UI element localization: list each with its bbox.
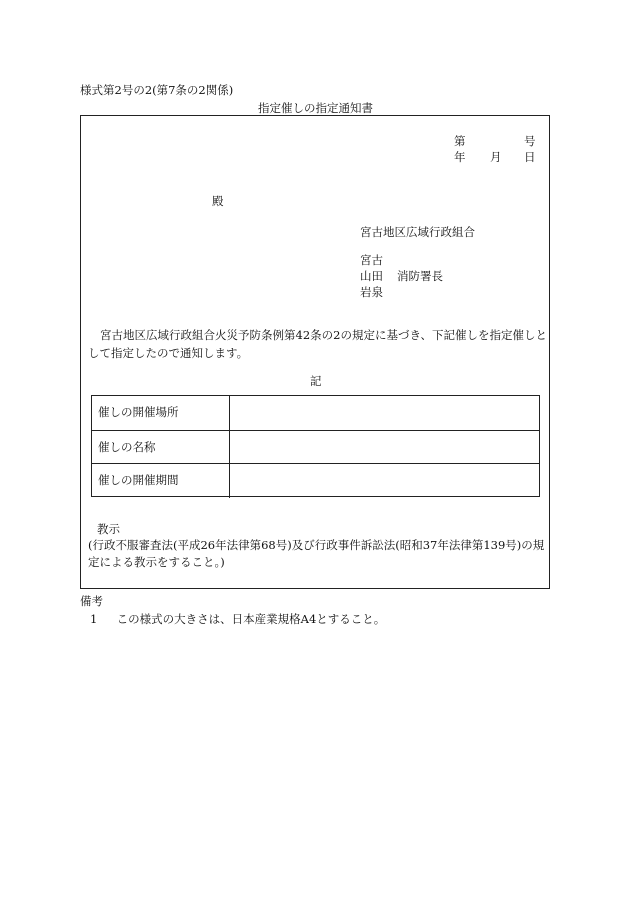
body-text-content: 宮古地区広域行政組合火災予防条例第42条の2の規定に基づき、下記催しを指定催しとして指定したので通知します。 [88,328,547,360]
notice-heading: 教示 [97,522,120,536]
table-row-label: 催しの名称 [98,440,156,454]
date-nen: 年 [454,150,466,164]
date-tsuki: 月 [490,150,502,164]
doc-number-dai: 第 [454,134,466,148]
sender-line3: 岩泉 [360,285,383,299]
doc-number-go: 号 [524,134,536,148]
event-table [91,395,540,497]
remarks-heading: 備考 [80,594,103,608]
table-row-label: 催しの開催期間 [98,473,179,487]
table-row-value [229,464,539,498]
table-row [92,430,539,465]
table-row-value [229,396,539,430]
remarks-item-text: この様式の大きさは、日本産業規格A4とすること。 [116,612,386,626]
table-row-value [229,431,539,465]
date-hi: 日 [524,150,536,164]
remarks-item-number: 1 [90,612,98,626]
table-row [92,463,539,498]
table-row [92,396,539,430]
form-number: 様式第2号の2(第7条の2関係) [80,83,234,97]
sender-title: 消防署長 [397,269,443,283]
remarks-item [90,611,385,627]
sender-organization: 宮古地区広域行政組合 [360,225,475,239]
sender-line1: 宮古 [360,253,383,267]
body-text [88,326,548,362]
notice-text: (行政不服審査法(平成26年法律第68号)及び行政事件訴訟法(昭和37年法律第139号)の規定による教示をすること。) [88,538,545,569]
table-row-label: 催しの開催場所 [98,405,179,419]
addressee-suffix: 殿 [212,194,224,208]
sender-line2-prefix: 山田 [360,269,383,283]
page-title: 指定催しの指定通知書 [258,101,373,115]
ki-label: 記 [310,374,322,388]
